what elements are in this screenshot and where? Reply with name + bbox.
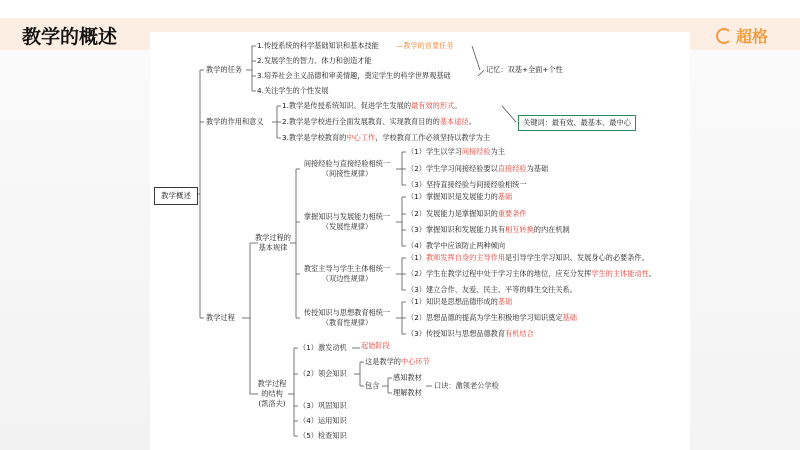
brand-logo (716, 24, 768, 47)
law-4-item-3: （3）传授知识与思想品德教育有机结合 (407, 329, 534, 338)
law-2-item-3: （3）掌握知识和发展能力具有相互转换的内在机制 (407, 225, 570, 234)
include-item-1: 感知教材 (393, 373, 422, 382)
role-label: 教学的作用和意义 (206, 117, 264, 126)
structure-step-2: （2）领会知识 (299, 369, 347, 378)
mind-map (150, 32, 690, 450)
law-2-item-2: （2）发展能力是掌握知识的重要条件 (407, 209, 527, 218)
brand-logo-icon (716, 28, 732, 44)
process-label: 教学过程 (206, 313, 235, 322)
structure-step-1: （1）激发动机 (299, 343, 347, 352)
law-group-3: 教室主导与学生主体相统一 （双边性规律） (303, 264, 391, 283)
include-item-2: 理解教材 (393, 388, 422, 397)
law-2-item-1: （1）掌握知识是发展能力的基础 (407, 192, 513, 201)
structure-step-4: （4）运用知识 (299, 416, 347, 425)
task-item-4: 4.关注学生的个性发展 (257, 86, 329, 95)
law-3-item-3: （3）建立合作、友爱、民主、平等的师生交往关系。 (407, 285, 577, 294)
structure-includes: 包含 (365, 381, 380, 390)
right-background (690, 50, 800, 450)
task-item-1: 1.传授系统的科学基础知识和基本技能 (257, 41, 379, 50)
law-4-item-2: （2）思想品德的提高为学生积极地学习知识奠定基础 (407, 313, 577, 322)
laws-label: 教学过程的 基本规律 (255, 233, 291, 252)
task-primary-note: —教学的首要任务 (396, 41, 454, 50)
law-group-1: 间接经验与直接经验相统一 （间接性规律） (303, 159, 391, 178)
law-3-item-1: （1）教师发挥自身的主导作用是引导学生学习知识、发展身心的必要条件。 (407, 253, 649, 262)
law-group-2: 掌握知识与发展能力相统一 （发展性规律） (303, 212, 391, 231)
structure-center-note: 这是教学的中心环节 (365, 357, 430, 366)
law-1-item-3: （3）坚持直接经验与间接经验相统一 (407, 180, 527, 189)
task-item-2: 2.发展学生的智力、体力和创造才能 (257, 56, 372, 65)
role-item-3: 3.教学是学校教育的中心工作，学校教育工作必须坚持以教学为主 (282, 133, 491, 142)
law-3-item-2: （2）学生在教学过程中处于学习主体的地位，应充分发挥学生的主体能动性。 (407, 269, 656, 278)
structure-label: 教学过程 的结构 (凯洛夫) (257, 379, 287, 408)
structure-step-3: （3）巩固知识 (299, 401, 347, 410)
role-item-1: 1.教学是传授系统知识、促进学生发展的最有效的形式。 (282, 101, 462, 110)
role-item-2: 2.教学是学校进行全面发展教育、实现教育目的的基本途径。 (282, 117, 476, 126)
root-node: 教学概述 (154, 187, 198, 205)
structure-mnemonic: 口诀：激领老公学检 (434, 381, 499, 390)
brand-name: 超格 (735, 27, 768, 46)
law-1-item-1: （1）学生以学习间接经验为主 (407, 147, 506, 156)
tasks-memory: 记忆：双基+全面+个性 (486, 65, 563, 74)
tasks-label: 教学的任务 (206, 65, 242, 74)
law-2-item-4: （4）教学中应该防止两种倾向 (407, 241, 506, 250)
task-item-3: 3.培养社会主义品德和审美情趣，奠定学生的科学世界观基础 (257, 71, 451, 80)
law-4-item-1: （1）知识是思想品德形成的基础 (407, 297, 513, 306)
role-keywords: 关键词：最有效、最基本、最中心 (518, 115, 636, 131)
structure-step-1-note: 起始阶段 (361, 341, 390, 350)
law-1-item-2: （2）学生学习间接经验要以直接经验为基础 (407, 164, 549, 173)
structure-step-5: （5）检查知识 (299, 431, 347, 440)
page-title: 教学的概述 (22, 26, 118, 48)
law-group-4: 传授知识与思想教育相统一 （教育性规律） (303, 308, 391, 327)
left-background (0, 50, 150, 450)
